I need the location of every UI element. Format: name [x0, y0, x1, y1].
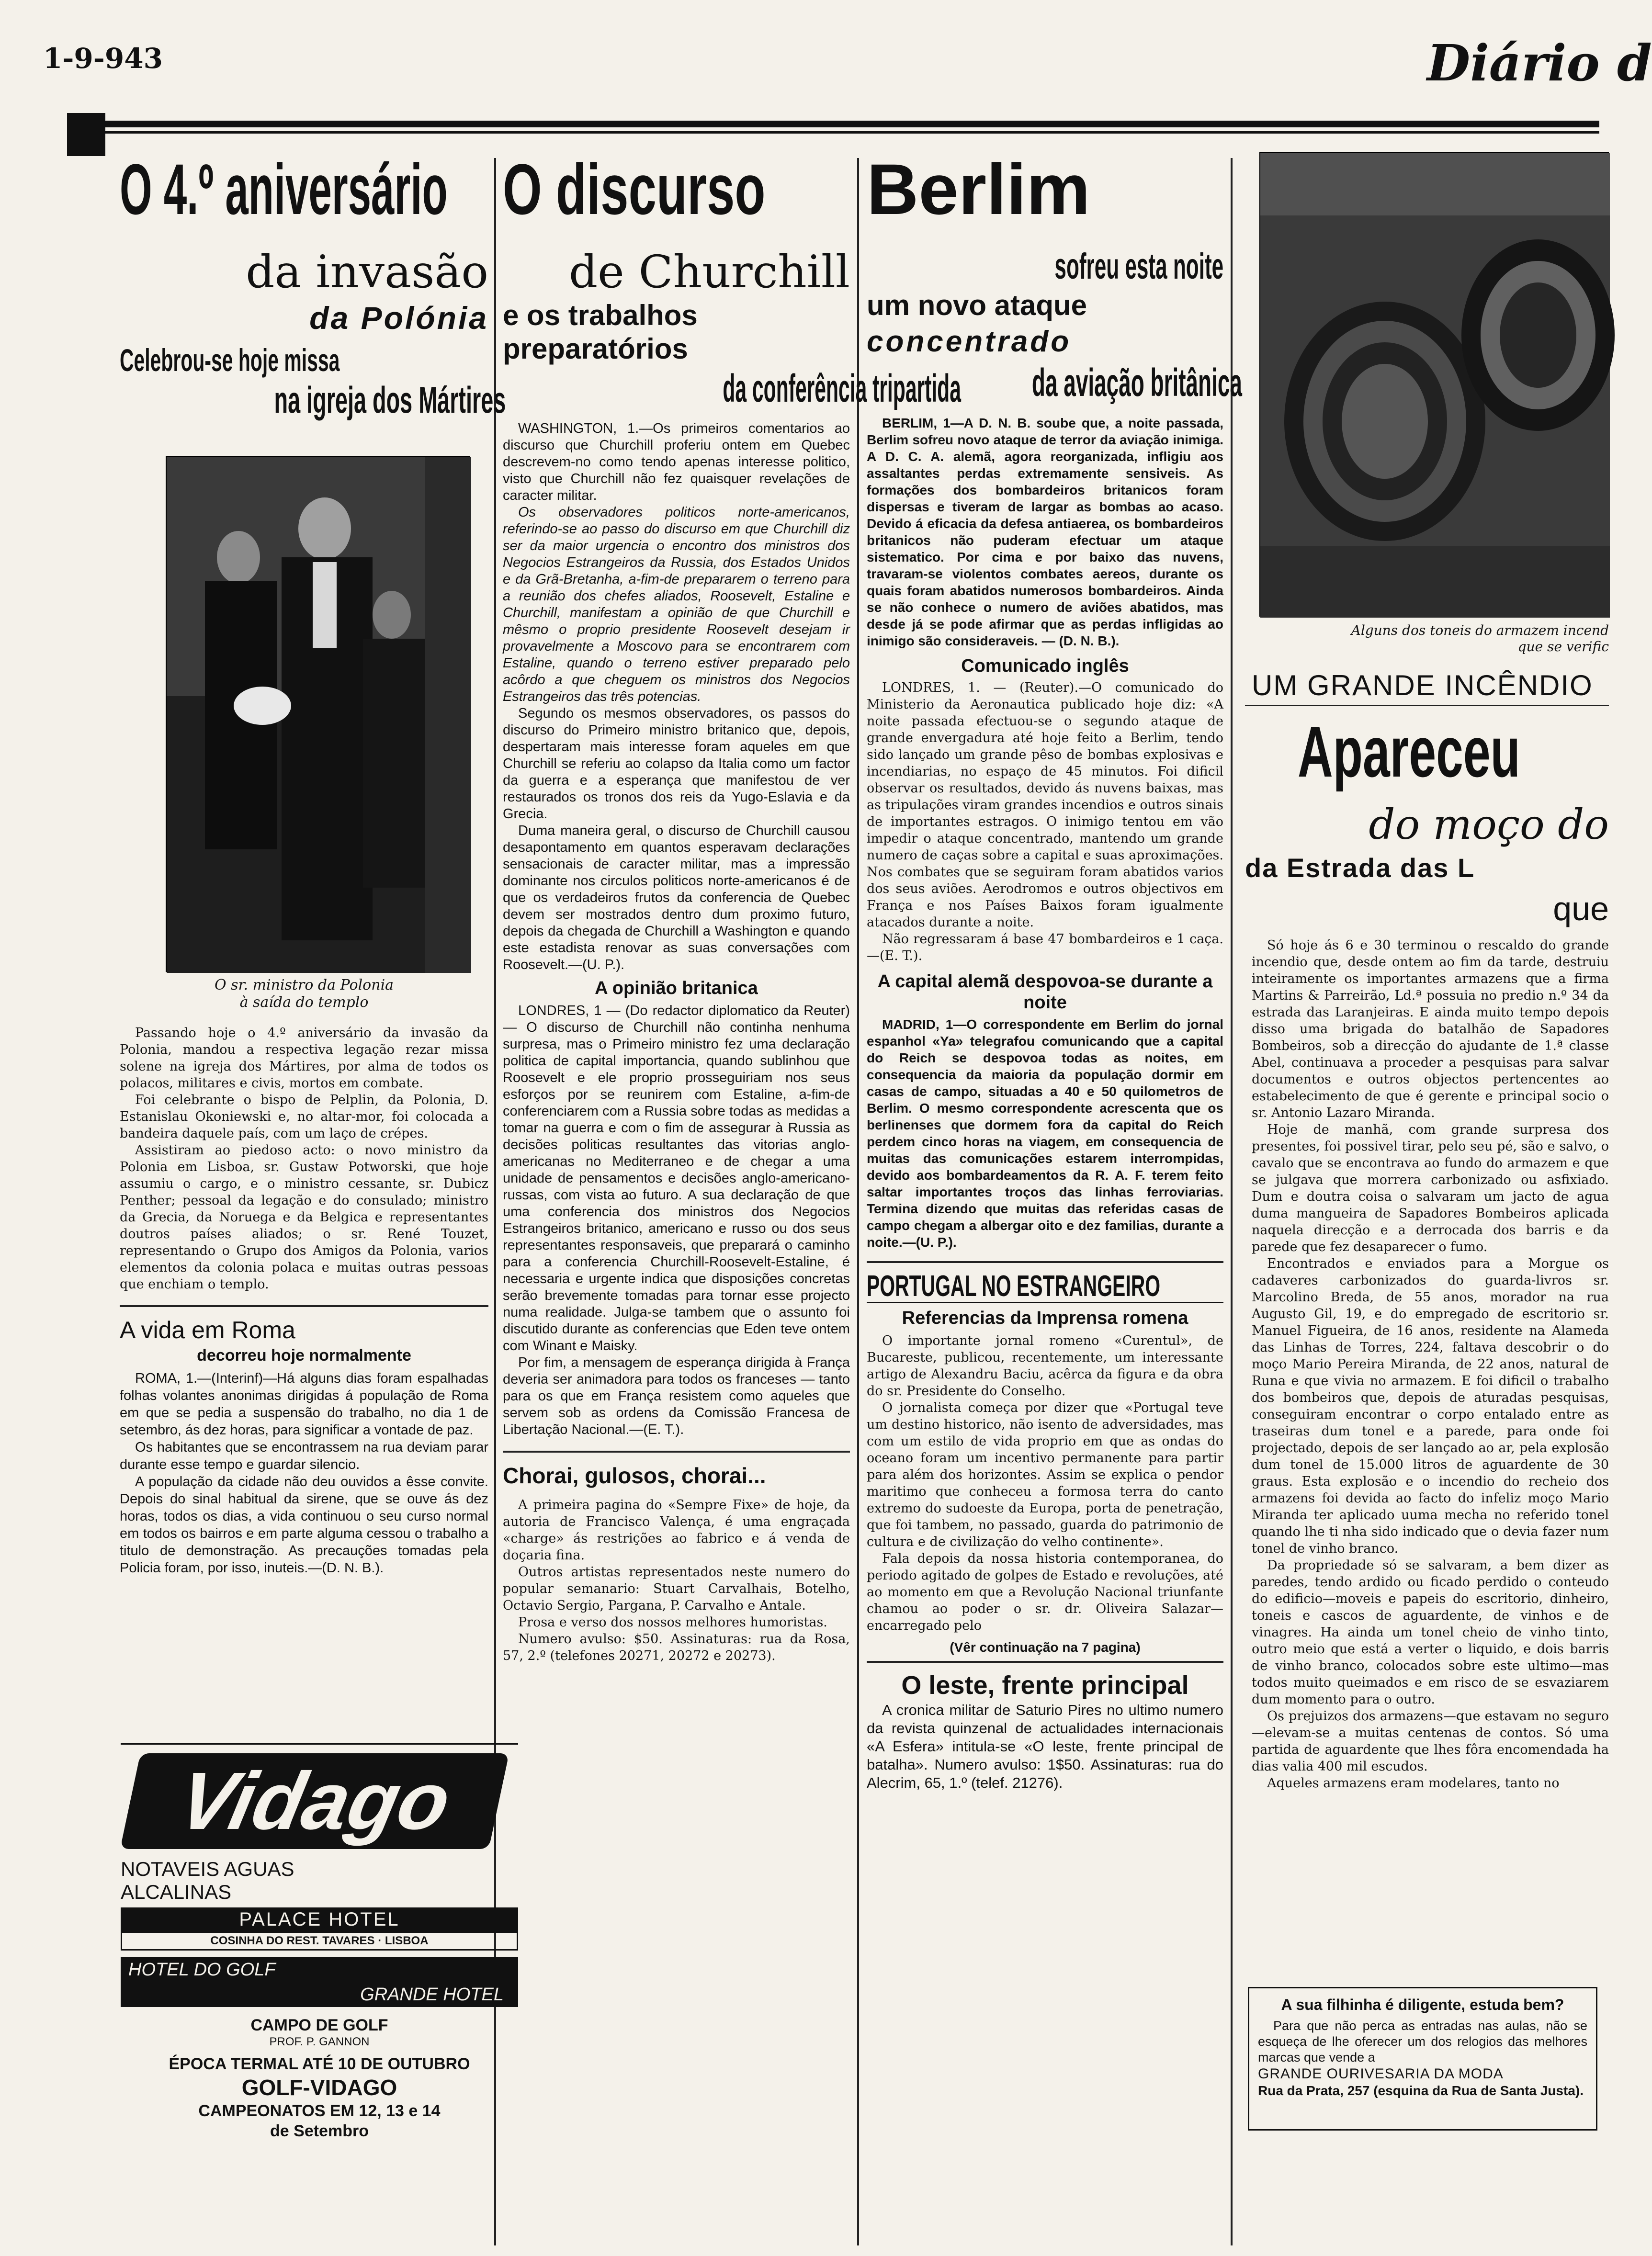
ad-palace-hotel: PALACE HOTEL — [121, 1907, 518, 1931]
column-polonia-body — [120, 977, 488, 1752]
article-paragraph: Os prejuizos dos armazens—que estavam no seguro—elevam-se a muitas centenas de contos. Só uma partida de aguardente que lhes fôra encomendada ha dias valia 400 mil escudos. — [1252, 1709, 1609, 1774]
article-paragraph: Da propriedade só se salvaram, a bem dizer as paredes, tendo ardido ou ficado perdido o conteudo do edificio—moveis e papeis do escritorio, dinheiro, toneis e cascos de aguardente, de vinhos e de vinagres. Ha ainda um tonel cheio de vinho tinto, outro meio que está a verter o liquido, e dois barris de vinho branco, colocados sobre este ultimo—mas todos muito queimados e em risco de se esvaziarem dum momento para o outro. — [1252, 1558, 1609, 1707]
continuation-note: (Vêr continuação na 7 pagina) — [950, 1640, 1141, 1655]
top-rule — [67, 121, 1599, 127]
kicker-rule — [1245, 705, 1609, 706]
article-paragraph: Outros artistas representados neste numero do popular semanario: Stuart Carvalhais, Botelho, Octavio Sergio, Pargana, P. Carvalho e Antale. — [503, 1565, 850, 1613]
ad-vidago — [121, 1743, 518, 2145]
chorai-title: Chorai, gulosos, chorai... — [503, 1463, 766, 1488]
ad-campeonatos: CAMPEONATOS EM 12, 13 e 14 — [198, 2102, 441, 2120]
corner-block — [67, 113, 105, 156]
ad-palace-sub: COSINHA DO REST. TAVARES · LISBOA — [121, 1931, 518, 1951]
article-paragraph: Segundo os mesmos observadores, os passos do discurso do Primeiro ministro britanico que, depois, despertaram mais interesse foram aqueles em que Churchill se referiu ao colapso da Italia como um factor da guerra e a esperança que manifestou de ver restaurados os tronos dos reis da Yugo-Eslavia e da Grecia. — [503, 706, 850, 822]
subheading-comunicado: Comunicado inglês — [961, 656, 1129, 676]
top-rule-thin — [67, 131, 1599, 134]
headline-polonia: O 4.º aniversário — [120, 149, 448, 229]
article-paragraph: Os habitantes que se encontrassem na rua deviam parar durante esse tempo e guardar silencio. — [120, 1440, 488, 1472]
subheading-capital: A capital alemã despovoa-se durante a noite — [877, 971, 1213, 1013]
article-paragraph: Hoje de manhã, com grande surpresa dos presentes, foi possivel tirar, pelo seu pé, são e salvo, o cavalo que se encontrava ao fundo do armazem e que se julgava que morrera carbonizado ou asfixiado. Dum e doutra coisa o salvaram um jacto de agua duma mangueira de Sapadores Bombeiros aplicada naquela direcção e a derrocada dos barris e da parede que fez desaparecer o fumo. — [1252, 1122, 1609, 1254]
ad-ourivesaria-text: Para que não perca as entradas nas aulas, não se esqueça de lhe oferecer um dos relogios das melhores marcas que vende a — [1258, 2019, 1587, 2064]
article-paragraph: Numero avulso: $50. Assinaturas: rua da Rosa, 57, 2.º (telefones 20271, 20272 e 20273). — [503, 1632, 850, 1663]
article-paragraph: LONDRES, 1 — (Do redactor diplomatico da Reuter) — O discurso de Churchill não continha nenhuma surpresa, mas o Primeiro ministro fez uma declaração politica de capital importancia, quando sublinhou que Roosevelt e ele proprio prosseguiriam nos seus esforços por se reunirem com Estaline, a-fim-de conferenciarem com a Russia sobre todas as medidas a tomar na guerra e com o fim de assegurar à Russia as decisões politicas resultantes das vitorias anglo-americanas no Mediterraneo e de chegar a uma unidade de pensamentos e decisões anglo-americano-russas, com vista ao futuro. A sua declaração de que uma conferencia dos ministros dos Negocios Estrangeiros britanico, americano e russo ou dos seus representantes responsaveis, que preparará o caminho para a conferencia Churchill-Roosevelt-Estaline, é necessaria e urgente indica que disposições concretas serão brevemente tomadas para tornar esse projecto numa realidade. Julga-se tambem que o assunto foi discutido durante as conferencias que Eden teve ontem com Winant e Maisky. — [503, 1003, 850, 1354]
page-date: 1-9-943 — [43, 42, 163, 75]
article-paragraph: Aqueles armazens eram modelares, tanto no — [1267, 1776, 1560, 1791]
photo-toneis — [1259, 152, 1609, 617]
deck-ataque: um novo ataque — [867, 289, 1087, 321]
deck-concentrado: concentrado — [867, 325, 1072, 358]
deck-estrada: da Estrada das L — [1245, 853, 1475, 883]
column-berlim — [867, 144, 1242, 2245]
article-paragraph-italic: Os observadores politicos norte-americanos, referindo-se ao passo do discurso em que Churchill diz ser da maior urgencia o encontro dos ministros dos Negocios Estrangeiros da Russia, dos Estados Unidos e da Grã-Bretanha, a-fim-de prepararem o terreno para a reunião dos chefes aliados, Roosevelt, Estaline e Churchill, manifestam a opinião de que Churchill e mêsmo o proprio presidente Roosevelt desejam ir provavelmente a Moscovo para se encontrarem com Estaline, quando o terreno estiver preparado pelo acôrdo a que cheguem os ministros dos Negocios Estrangeiros das três potencias. — [503, 505, 850, 704]
section-divider — [503, 1451, 850, 1453]
photo-ministro — [166, 456, 470, 972]
ad-campo: CAMPO DE GOLF — [250, 2016, 388, 2034]
article-paragraph: A cronica militar de Saturio Pires no ultimo numero da revista quinzenal de actualidades internacionais «A Esfera» intitula-se «O leste, frente principal de batalha». Numero avulso: 1$50. Assinaturas: rua do Alecrim, 65, 1.º (telef. 21276). — [867, 1702, 1223, 1791]
deck-martires: na igreja dos Mártires — [274, 379, 506, 421]
ad-golf-hotel — [121, 1957, 518, 1982]
deck-celebrou: Celebrou-se hoje missa — [120, 342, 340, 378]
article-paragraph-bold: MADRID, 1—O correspondente em Berlim do jornal espanhol «Ya» telegrafou comunicando que a capital do Reich se despovoa todas as noites, em consequencia da maioria da população dormir em casas de campo, situadas a 40 e 50 quilometros de Berlim. O mesmo correspondente acrescenta que os berlinenses que dormem fora da capital do Reich perdem cinco horas na viagem, em consequencia de muitas das comunicações estarem interrompidas, devido aos bombardeamentos da R. A. F. terem feito saltar importantes troços das linhas ferroviarias. Termina dizendo que muitas das referidas casas de campo chegam a albergar oito e dez familias, durante a noite.—(U. P.). — [867, 1017, 1223, 1250]
section-divider — [867, 1261, 1223, 1263]
deck-que: que — [1553, 890, 1609, 927]
article-paragraph: WASHINGTON, 1.—Os primeiros comentarios ao discurso que Churchill proferiu ontem em Quebec descrevem-no como tendo apenas interesse politico, visto que Churchill não fez quaisquer revelações de caracter militar. — [503, 421, 850, 503]
ad-setembro: de Setembro — [270, 2122, 369, 2140]
column-churchill — [503, 144, 961, 2245]
ad-line: ALCALINAS — [121, 1881, 232, 1903]
ad-prof: PROF. P. GANNON — [269, 2035, 370, 2048]
article-paragraph: Passando hoje o 4.º aniversário da invasão da Polonia, mandou a respectiva legação rezar missa solene na igreja dos Mártires, por alma de todos os polacos, militares e civis, mortos em combate. — [120, 1026, 488, 1091]
ad-grande-hotel: GRANDE HOTEL — [121, 1982, 518, 2007]
ad-line: NOTAVEIS AGUAS — [121, 1858, 294, 1880]
section-divider — [867, 1661, 1223, 1663]
article-paragraph: Duma maneira geral, o discurso de Churchill causou desapontamento em quantos esperavam declarações sensacionais de caracter militar, mas a impressão dominante nos circulos politicos norte-americanos é de que os verdadeiros frutos da conferencia de Quebec devem ser mostrados dentro dum proximo futuro, depois da chegada de Churchill a Washington e quando este estadista renovar as suas conversações com Roosevelt.—(U. P.). — [503, 823, 850, 972]
ad-ourivesaria-address: Rua da Prata, 257 (esquina da Rua de Santa Justa). — [1258, 2083, 1584, 2098]
article-paragraph: A população da cidade não deu ouvidos a êsse convite. Depois do sinal habitual da sirene, que se ouve ás dez horas, todos os dias, a vida continuou o seu curso normal em todos os bairros e em parte alguma cessou o trabalho a titulo de demonstração. As precauções tomadas pela Policia foram, por isso, inuteis.—(D. N. B.). — [120, 1474, 488, 1576]
ad-ourivesaria-title: A sua filhinha é diligente, estuda bem? — [1281, 1996, 1564, 2013]
photo-caption: Alguns dos toneis do armazem incend que se verific — [1351, 622, 1609, 654]
ad-ourivesaria — [1248, 1987, 1597, 2131]
photo-caption: O sr. ministro da Polonia à saída do templo — [214, 977, 394, 1011]
deck-moco: do moço do — [1369, 801, 1609, 849]
article-paragraph: Não regressaram á base 47 bombardeiros e 1 caça.—(E. T.). — [867, 932, 1223, 963]
article-paragraph: Assistiram ao piedoso acto: o novo ministro da Polonia em Lisboa, sr. Gustaw Potworski, que hoje assumiu o cargo, e o ministro cessante, sr. Dubicz Penther; pessoal da legação e do consulado; ministro da Grecia, da Noruega e da Belgica e representantes doutros países aliados; o sr. René Touzet, representando o Grupo dos Amigos da Polonia, varios elementos da colonia polaca e muitas outras pessoas que enchiam o templo. — [120, 1143, 488, 1292]
roma-title: A vida em Roma — [120, 1317, 295, 1343]
portugal-estrangeiro-head: PORTUGAL NO ESTRANGEIRO — [867, 1270, 1161, 1303]
headline-churchill: O discurso — [503, 149, 766, 229]
deck-conferencia: da conferência tripartida — [723, 367, 961, 410]
column-divider — [1231, 158, 1233, 2245]
kicker-incendio: UM GRANDE INCÊNDIO — [1252, 669, 1593, 701]
article-paragraph: Por fim, a mensagem de esperança dirigida à França deveria ser animadora para todos os franceses — tanto para os que em França resistem como aqueles que servem sob as ordens da Comissão Francesa de Libertação Nacional.—(E. T.). — [503, 1355, 850, 1437]
headline-apareceu: Apareceu — [1298, 711, 1520, 792]
deck-trabalhos: e os trabalhos — [503, 299, 698, 331]
article-paragraph: ROMA, 1.—(Interinf)—Há alguns dias foram espalhadas folhas volantes anonimas dirigidas á população de Roma em que se pedia a suspensão do trabalho, no dia 1 de setembro, ás dez horas, para significar a vontade de paz. — [120, 1371, 488, 1438]
headline-berlim: Berlim — [867, 149, 1090, 229]
article-paragraph: O importante jornal romeno «Curentul», de Bucareste, publicou, recentemente, um interessante artigo de Alexandru Baciu, acêrca da figura e da obra do sr. Presidente do Conselho. — [867, 1333, 1223, 1399]
subheading-opiniao: A opinião britanica — [595, 978, 758, 998]
ad-golf-hotel-label: HOTEL DO GOLF — [128, 1960, 276, 1980]
article-paragraph-bold: BERLIM, 1—A D. N. B. soube que, a noite passada, Berlim sofreu novo ataque de terror da aviação inimiga. A D. C. A. alemã, agora reorganizada, infligiu aos assaltantes perdas extremamente sensiveis. As formações dos bombardeiros britanicos foram dispersas e tiveram de largar as bombas ao acaso. Devido á eficacia da defesa antiaerea, os bombardeiros britanicos não puderam efectuar um ataque sistematico. Por cima e por baixo das nuvens, travaram-se violentos combates aereos, durante os quais foram abatidos numerosos bombardeiros. Ainda se não conhece o numero de aviões abatidos, mas desde já se pode afirmar que as perdas infligidas ao inimigo são consideraveis. — (D. N. B.). — [867, 416, 1223, 648]
ad-vidago-brand: Vidago — [170, 1756, 459, 1847]
article-paragraph: Foi celebrante o bispo de Pelplin, da Polonia, D. Estanislau Okoniewski e, no altar-mor, foi colocada a bandeira daquele país, com um laço de crépes. — [120, 1093, 488, 1141]
article-paragraph: Só hoje ás 6 e 30 terminou o rescaldo do grande incendio que, desde ontem ao fim da tarde, destruiu inteiramente os importantes armazens que a firma Martins & Parreirão, Ld.ª possuia no predio n.º 34 da estrada das Laranjeiras. E ainda muito tempo depois disso uma brigada do batalhão de Sapadores Bombeiros, sob a direcção do ajudante de 1.ª classe Abel, continuava a proceder a pesquisas para salvar documentos e outros objectos pertencentes ao estabelecimento de que é gerente e principal socio o sr. Antonio Lazaro Miranda. — [1252, 938, 1609, 1120]
deck-aviacao: da aviação britânica — [1031, 361, 1242, 405]
deck-polonia: da Polónia — [309, 300, 488, 336]
section-divider — [120, 1305, 488, 1307]
article-paragraph: Prosa e verso dos nossos melhores humoristas. — [518, 1615, 827, 1630]
leste-title: O leste, frente principal — [901, 1671, 1189, 1700]
roma-subtitle: decorreu hoje normalmente — [197, 1346, 411, 1365]
deck-churchill: de Churchill — [569, 246, 850, 298]
ad-golf-vidago: GOLF-VIDAGO — [241, 2075, 397, 2100]
article-paragraph: O jornalista começa por dizer que «Portugal teve um destino historico, não isento de adversidades, mas com um estilo de vida proprio em que as ondas do oceano foram um incentivo permanente para partir para além dos horizontes. Assim se explica o pendor maritimo que conheceu a formosa terra do canto extremo do sudoeste da Europa, porta de penetração, que foi tambem, no passado, guarda do patrimonio de cultura e de civilização do velho continente». — [867, 1400, 1223, 1549]
deck-invasao: da invasão — [246, 246, 488, 298]
ad-vidago-logo — [120, 1753, 509, 1849]
article-paragraph: LONDRES, 1. — (Reuter).—O comunicado do Ministerio da Aeronautica publicado hoje diz: «A noite passada efectuou-se o segundo ataque de grande envergadura até hoje feito a Berlim, tendo sido lançado um grande pêso de bombas explosivas e incendiarias, no espaço de 45 minutos. Foi dificil observar os resultados, devido ás nuvens baixas, mas as tripulações viram grandes incendios e outros sinais de importantes estragos. O inimigo tentou em vão impedir o ataque concentrado, mantendo um grande numero de caças sobre a capital e suas aproximações. Nos combates que se seguiram foram abatidos varios dos seus aviões. Aerodromos e outros objectivos em França e nos Países Baixos foram igualmente atacados durante a noite. — [867, 680, 1223, 930]
ad-ourivesaria-brand: GRANDE OURIVESARIA DA MODA — [1258, 2066, 1504, 2082]
article-paragraph: A primeira pagina do «Sempre Fixe» de hoje, da autoria de Francisco Valença, é uma engraçada «charge» ás restrições ao fabrico e á venda de doçaria fina. — [503, 1498, 850, 1563]
deck-sofreu: sofreu esta noite — [1054, 246, 1223, 287]
column-divider — [857, 158, 859, 2245]
deck-preparatorios: preparatórios — [503, 333, 688, 365]
masthead: Diário d — [1427, 34, 1652, 92]
subheading-imprensa: Referencias da Imprensa romena — [902, 1308, 1188, 1328]
ad-epoca: ÉPOCA TERMAL ATÉ 10 DE OUTUBRO — [169, 2055, 470, 2073]
article-paragraph: Fala depois da nossa historia contemporanea, do periodo agitado de golpes de Estado e revoluções, até ao momento em que a Revolução Nacional triunfante chamou ao poder o sr. dr. Oliveira Salazar—encarregado pelo — [867, 1551, 1223, 1633]
article-paragraph: Encontrados e enviados para a Morgue os cadaveres carbonizados do guarda-livros sr. Marcolino Breda, de 55 anos, morador na rua Augusto Gil, 19, e do empregado de escritorio sr. Manuel Figueira, de 16 anos, residente na Alameda das Linhas de Torres, 224, faltava descobrir o do moço Mario Pereira Miranda, de 22 anos, natural de Runa e que vivia no armazem. E foi dificil o trabalho dos bombeiros que, depois de aturadas pesquisas, conseguiram encontrar o corpo entalado entre as traseiras dum tonel e a parede, para onde foi projectado, depois de ser lançado ao ar, pela explosão dum tonel de 15.000 litros de aguardente de 30 graus. Esta explosão e o incendio do recheio dos armazens foi devida ao facto do infeliz moço Mario Miranda ter aplicado uuma mecha no referido tonel quando lhe ti nha sido indicado que o devia fazer num tonel de vinho branco. — [1252, 1256, 1609, 1556]
